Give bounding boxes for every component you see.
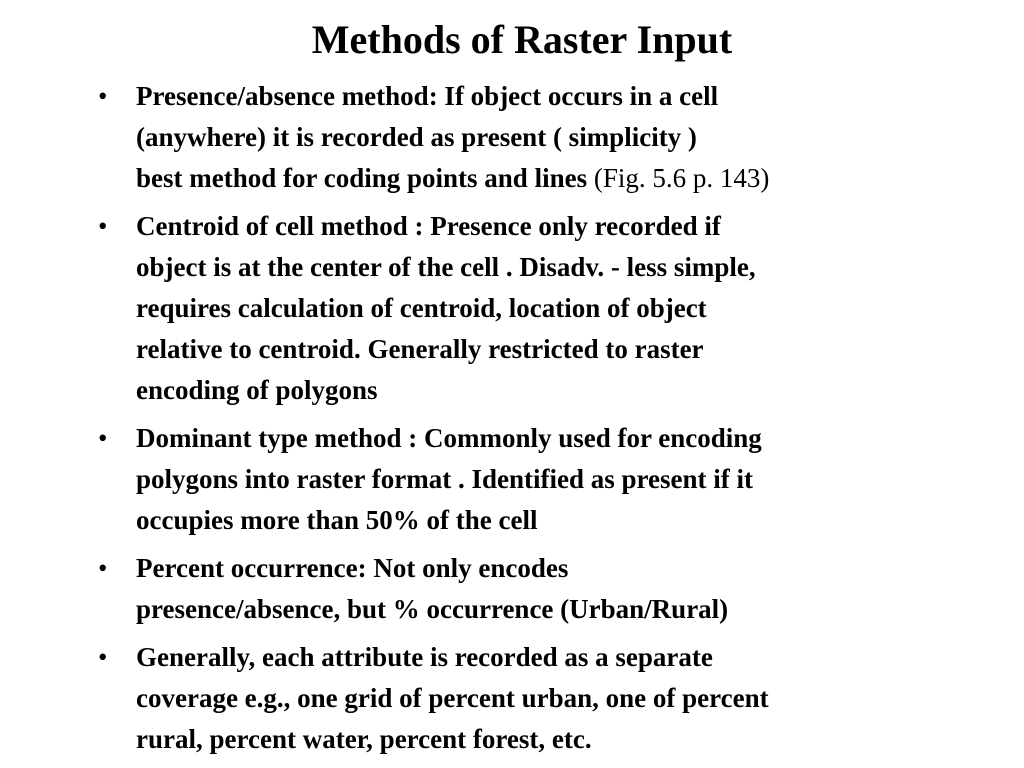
bullet-line: Presence/absence method: If object occurs in a cell (136, 81, 719, 111)
bullet-line: Generally, each attribute is recorded as a separate (136, 642, 713, 672)
bullet-line: presence/absence, but % occurrence (Urban/Rural) (136, 594, 729, 624)
bullet-line: coverage e.g., one grid of percent urban, one of percent (136, 683, 769, 713)
bullet-line: requires calculation of centroid, location of object (136, 293, 707, 323)
bullet-percent-occurrence (96, 548, 956, 630)
bullet-list (96, 76, 956, 767)
bullet-dominant-type (96, 418, 956, 541)
slide-title: Methods of Raster Input (311, 17, 733, 62)
bullet-marker: • (98, 211, 108, 241)
bullet-line: object is at the center of the cell . Disadv. - less simple, (136, 252, 756, 282)
bullet-line: polygons into raster format . Identified as present if it (136, 464, 753, 494)
bullet-line: (anywhere) it is recorded as present ( simplicity ) (136, 122, 697, 152)
bullet-separate-coverage (96, 637, 956, 760)
bullet-line-with-reference (136, 158, 956, 199)
bullet-marker: • (98, 553, 108, 583)
bullet-line: encoding of polygons (136, 375, 378, 405)
bullet-line: rural, percent water, percent forest, etc. (136, 724, 592, 754)
bullet-presence-absence (96, 76, 956, 199)
bullet-line: occupies more than 50% of the cell (136, 505, 538, 535)
bullet-marker: • (98, 81, 108, 111)
bullet-line: relative to centroid. Generally restricted to raster (136, 334, 704, 364)
bullet-line: Percent occurrence: Not only encodes (136, 553, 569, 583)
bullet-marker: • (98, 423, 108, 453)
bullet-marker: • (98, 642, 108, 672)
bullet-line: Centroid of cell method : Presence only recorded if (136, 211, 721, 241)
figure-reference: (Fig. 5.6 p. 143) (587, 163, 770, 193)
bullet-line: Dominant type method : Commonly used for encoding (136, 423, 762, 453)
bullet-centroid-of-cell (96, 206, 956, 411)
bullet-line-text: best method for coding points and lines (136, 163, 588, 193)
